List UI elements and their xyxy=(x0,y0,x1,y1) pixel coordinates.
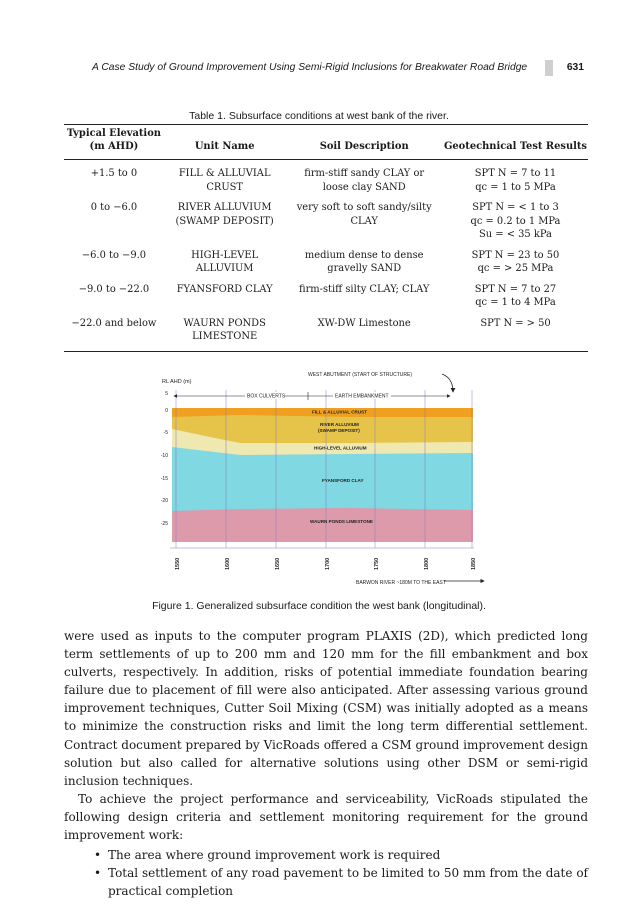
label-fyansford-clay: FYANSFORD CLAY xyxy=(322,478,364,483)
abutment-arrow xyxy=(442,374,453,392)
table-header-row xyxy=(64,125,588,160)
cell-unit: HIGH-LEVEL ALLUVIUM xyxy=(191,249,259,274)
cell-elevation: +1.5 to 0 xyxy=(90,168,138,179)
table-row xyxy=(64,245,588,279)
running-header xyxy=(92,62,584,78)
y-tick: 0 xyxy=(165,408,168,414)
running-title: A Case Study of Ground Improvement Using Semi-Rigid Inclusions for Breakwater Road Bridge xyxy=(92,62,528,73)
y-tick: -25 xyxy=(160,521,168,527)
y-tick: -15 xyxy=(160,476,168,482)
cell-unit: RIVER ALLUVIUM (SWAMP DEPOSIT) xyxy=(175,202,274,227)
y-tick: -20 xyxy=(160,498,168,504)
embankment-label: EARTH EMBANKMENT xyxy=(335,393,389,400)
cell-unit: FILL & ALLUVIAL CRUST xyxy=(178,168,271,193)
x-tick: 1650 xyxy=(275,557,281,570)
cell-description: firm-stiff silty CLAY; CLAY xyxy=(298,283,430,295)
table-caption: Table 1. Subsurface conditions at west bank of the river. xyxy=(189,110,449,122)
bullet-icon: • xyxy=(94,848,102,863)
cell-results: SPT N = 7 to 27 qc = 1 to 4 MPa xyxy=(474,283,557,308)
cell-description: very soft to soft sandy/silty CLAY xyxy=(296,202,432,227)
waurn-ponds-layer xyxy=(172,507,473,542)
x-tick: 1800 xyxy=(424,557,430,570)
box-culverts-label: BOX CULVERTS xyxy=(247,393,286,400)
table-row xyxy=(64,279,588,313)
cell-elevation: 0 to −6.0 xyxy=(90,202,138,213)
header-soil-description: Soil Description xyxy=(285,125,443,160)
x-tick: 1550 xyxy=(175,557,181,570)
cell-description: firm-stiff sandy CLAY or loose clay SAND xyxy=(304,168,425,193)
cell-results: SPT N = 23 to 50 qc = > 25 MPa xyxy=(471,249,560,274)
abutment-label: WEST ABUTMENT (START OF STRUCTURE) xyxy=(308,372,412,378)
cell-results: SPT N = < 1 to 3 qc = 0.2 to 1 MPa Su = < 35 kPa xyxy=(470,202,561,240)
y-tick: -5 xyxy=(163,430,168,436)
figure-caption: Figure 1. Generalized subsurface condition the west bank (longitudinal). xyxy=(152,600,486,612)
header-divider-bar xyxy=(545,60,553,76)
header-elevation: Typical Elevation (m AHD) xyxy=(64,125,164,160)
x-tick: 1600 xyxy=(225,557,231,570)
paragraph: To achieve the project performance and serviceability, VicRoads stipulated the following design criteria and settlement monitoring requirement for the ground improvement work: xyxy=(64,791,588,843)
cell-unit: FYANSFORD CLAY xyxy=(176,283,273,295)
x-tick: 1750 xyxy=(374,557,380,570)
y-tick: -10 xyxy=(160,453,168,459)
label-fill-crust: FILL & ALLUVIAL CRUST xyxy=(312,409,368,415)
header-unit-name: Unit Name xyxy=(164,125,286,160)
cell-results: SPT N = > 50 xyxy=(480,317,551,329)
cell-description: medium dense to dense gravelly SAND xyxy=(304,249,424,274)
subsurface-table xyxy=(64,124,588,352)
x-tick: 1850 xyxy=(471,557,477,570)
label-river-alluvium: RIVER ALLUVIUM xyxy=(320,422,359,427)
cell-results: SPT N = 7 to 11 qc = 1 to 5 MPa xyxy=(474,168,557,193)
label-high-level-alluvium: HIGH-LEVEL ALLUVIUM xyxy=(314,445,367,451)
header-test-results: Geotechnical Test Results xyxy=(443,125,588,160)
y-tick: 5 xyxy=(165,391,168,397)
table-row xyxy=(64,313,588,352)
cell-elevation: −22.0 and below xyxy=(71,317,157,329)
label-waurn-ponds: WAURN PONDS LIMESTONE xyxy=(310,519,373,524)
bullet-icon: • xyxy=(94,866,102,881)
cell-elevation: −6.0 to −9.0 xyxy=(81,249,147,261)
label-swamp-deposit: (SWAMP DEPOSIT) xyxy=(318,428,360,433)
river-label: BARWON RIVER ~180M TO THE EAST xyxy=(356,580,446,586)
subsurface-profile-figure xyxy=(150,362,492,592)
cell-elevation: −9.0 to −22.0 xyxy=(78,283,150,295)
list-item: • The area where ground improvement work is required xyxy=(108,846,588,864)
cell-description: XW-DW Limestone xyxy=(317,317,411,329)
criteria-list xyxy=(64,846,588,900)
page-number: 631 xyxy=(566,62,584,73)
y-axis-title: RL AHD (m) xyxy=(162,379,192,385)
paragraph: were used as inputs to the computer program PLAXIS (2D), which predicted long term settlements of up to 200 mm and 120 mm for the fill embankment and box culverts, respectively. In addition, risks of potential immediate foundation bearing failure due to placement of fill were also anticipated. After assessing various ground improvement techniques, Cutter Soil Mixing (CSM) was initially adopted as a means to minimize the construction risks and limit the long term differential settlement. Contract document prepared by VicRoads offered a CSM ground improvement design solution but also called for alternative solutions using other DSM or semi-rigid inclusion techniques. xyxy=(64,629,588,788)
cell-unit: WAURN PONDS LIMESTONE xyxy=(183,317,266,342)
body-text xyxy=(64,627,588,900)
x-tick: 1700 xyxy=(325,557,331,570)
table-row xyxy=(64,197,588,245)
table-row xyxy=(64,160,588,198)
list-item: • Total settlement of any road pavement to be limited to 50 mm from the date of practical completion xyxy=(94,866,588,899)
